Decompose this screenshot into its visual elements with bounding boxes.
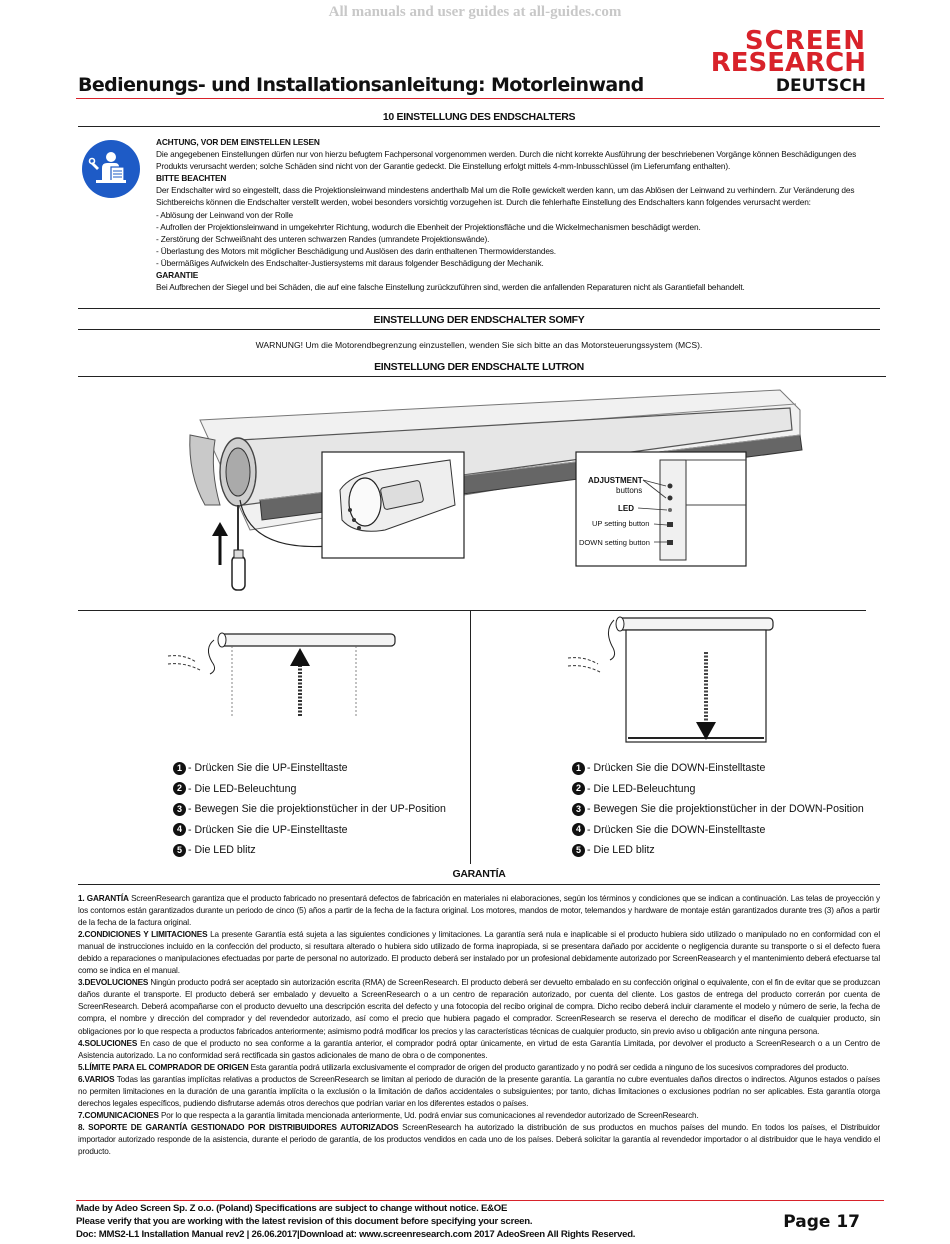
note-heading: BITTE BEACHTEN (156, 173, 227, 184)
brand-logo (710, 26, 866, 78)
list-item (572, 840, 864, 861)
guarantee-body: Por lo que respecta a la garantía limitada mencionada anteriormente, Ud. podrá enviar sus comunicaciones al revendedor autorizado de ScreenResearch. (158, 1110, 699, 1120)
guarantee-paragraph (78, 977, 880, 1037)
guarantee-heading: 1. GARANTÍA (78, 894, 129, 903)
footer-line: Doc: MMS2-L1 Installation Manual rev2 | 26.06.2017|Download at: www.screenresearch.com 2017 AdeoSreen All Rights Reserved. (76, 1229, 636, 1240)
label-adjustment: ADJUSTMENT (588, 476, 643, 485)
step-number: 2 (173, 782, 186, 795)
footer-line: Please verify that you are working with the latest revision of this document before specifying your screen. (76, 1216, 533, 1227)
list-item (572, 779, 864, 800)
step-text: - Die LED-Beleuchtung (188, 782, 297, 795)
warning-text: Die angegebenen Einstellungen dürfen nur von hierzu befugtem Fachpersonal vorgenommen werden. Durch die nicht korrekte Ausführung der beschriebenen Vorgänge können Beschädigungen des Produkts verursacht werden; solche Schäden sind nicht von der Garantie gedeckt. Die Einstellung erfolgt mittels 4-mm-Inbusschlüssel (im Lieferumfang enthalten). (156, 149, 857, 172)
section-divider (78, 329, 880, 330)
note-text: Der Endschalter wird so eingestellt, dass die Projektionsleinwand mindestens anderthalb Mal um die Rolle gewickelt werden kann, um das Ablösen der Leinwand zu verhindern. Zur Veränderung des Sichtbereichs können die Endschalter verstellt werden, wobei besonders vorsichtig vorzugehen ist. Durch die fehlerhafte Einstellung des Endschalters kann folgendes verursacht werden: (156, 185, 855, 208)
panel-separator (470, 610, 471, 864)
section-divider (78, 376, 886, 377)
guarantee-body: Esta garantía podrá utilizarla exclusivamente el comprador de origen del producto garantizado y no podrá ser cedida a ninguno de los sucesivos compradores del producto. (248, 1062, 849, 1072)
language-label: DEUTSCH (775, 76, 866, 96)
section-title-garantia: GARANTÍA (452, 868, 506, 880)
section-title-endschalter: 10 EINSTELLUNG DES ENDSCHALTERS (382, 111, 576, 123)
guarantee-paragraph (78, 1062, 880, 1074)
logo-line2: RESEARCH (710, 48, 866, 78)
technician-manual-icon (82, 140, 140, 198)
step-number: 5 (173, 844, 186, 857)
footer-divider (76, 1200, 884, 1201)
footer-line: Made by Adeo Screen Sp. Z o.o. (Poland) Specifications are subject to change without notice. E&OE (76, 1203, 508, 1214)
guarantee-paragraph (78, 1074, 880, 1110)
guarantee-paragraph (78, 893, 880, 929)
step-text: - Bewegen Sie die projektionstücher in der UP-Position (188, 803, 446, 815)
step-text: - Drücken Sie die UP-Einstelltaste (188, 823, 348, 836)
document-title: Bedienungs- und Installationsanleitung: Motorleinwand (78, 74, 644, 96)
list-item (173, 758, 446, 779)
list-item (572, 820, 864, 841)
guarantee-heading: 8. SOPORTE DE GARANTÍA GESTIONADO POR DISTRIBUIDORES AUTORIZADOS (78, 1122, 399, 1132)
footer-text (76, 1202, 635, 1241)
step-text: - Drücken Sie die DOWN-Einstelltaste (587, 762, 766, 774)
step-text: - Drücken Sie die UP-Einstelltaste (188, 762, 348, 774)
step-number: 5 (572, 844, 585, 857)
guarantee-heading: 6.VARIOS (78, 1074, 115, 1084)
guarantee-body: Ningún producto podrá ser aceptado sin autorización escrita (RMA) de ScreenResearch. El producto deberá ser devuelto embalado en su confección original o equivalente, con el fin de evitar que se produzcan daños durante el transporte. El producto deberá ser embalado y devuelto a ScreenResearch o a un centro de reparación autorizado, por cuenta del cliente. Los gastos de entrega del producto correrán por cuenta de ScreenResearch. Deberá acompañarse con el producto devuelto una descripción escrita del defecto y una fotocopia del recibo original de compra. Dicho recibo deberá incluir claramente el modelo y número de serie, la fecha de compra, el nombre y dirección del comprador y del revendedor autorizado, así como el precio que hubiera pagado el comprador. ScreenResearch se reserva el derecho de modificar el diseño de cualquier producto, sin obligaciones por lo que respecta a productos fabricados anteriormente; asimismo podrá modificar los precios y las características técnicas de cualquier producto, sin previo aviso u obligación ante ninguna persona. (78, 978, 880, 1036)
guarantee-body: En caso de que el producto no sea conforme a la garantía anterior, el comprador podrá optar únicamente, en virtud de esta Garantía Limitada, por devolver el producto a ScreenResearch o a un Centro de Asistencia autorizado. La no conformidad será rectificada sin gastos adicionales de mano de obra o de componentes. (78, 1038, 880, 1060)
guarantee-body: La presente Garantía está sujeta a las siguientes condiciones y limitaciones. La garantía será nula e inaplicable si el producto hubiera sido utilizado o manipulado no en conformidad con el manual de instrucciones incluido en la confección del producto, si resultara alterado o hubiera sido utilizado de forma inapropiada, si se presentara dañado por accidente o negligencia durante su transporte o si el defecto fuera debido a reparaciones o manipulaciones efectuadas por parte de personal no autorizado. El producto deberá ser instalado por un profesional debidamente autorizado por ScreenReasearch y el mantenimiento deberá efectuarse tal como se indica en el manual. (78, 930, 881, 976)
guarantee-heading: GARANTIE (156, 270, 199, 281)
note-bullet: - Übermäßiges Aufwickeln des Endschalter-Justiersystems mit daraus folgender Beschädigung der Mechanik. (156, 257, 544, 268)
list-item (173, 779, 446, 800)
screen-up-diagram (160, 612, 400, 722)
lutron-roller-diagram (160, 380, 810, 600)
guarantee-note: Bei Aufbrechen der Siegel und bei Schäden, die auf eine falsche Einstellung zurückzuführen sind, werden die anfallenden Reparaturen nicht als Garantiefall behandelt. (156, 282, 745, 293)
step-text: - Die LED blitz (587, 844, 655, 856)
guarantee-heading: 2.CONDICIONES Y LIMITACIONES (78, 930, 208, 940)
guarantee-text (78, 893, 880, 1158)
guarantee-heading: 7.COMUNICACIONES (78, 1110, 159, 1120)
panel-divider (78, 610, 866, 611)
screen-down-diagram (560, 612, 780, 752)
section-divider (78, 126, 880, 127)
guarantee-heading: 4.SOLUCIONES (78, 1038, 138, 1048)
step-number: 2 (572, 782, 585, 795)
label-down-button: DOWN setting button (579, 538, 650, 547)
warning-heading: ACHTUNG, VOR DEM EINSTELLEN LESEN (156, 137, 320, 147)
step-number: 4 (572, 823, 585, 836)
list-item (173, 840, 446, 861)
guarantee-body: Todas las garantías implícitas relativas a productos de ScreenResearch se limitan al periodo de duración de la presente garantía. La garantía no cubre eventuales daños directos o indirectos. Algunos estados o países no permiten limitaciones en la duración de una garantía implícita o la exclusión o la limitación de daños accidentales o subsiguientes; por tanto, dichas limitaciones o exclusiones podrían no ser aplicables. Esta garantía otorga derechos legales específicos, pudiendo disfrutarse además otros derechos que podrían variar en los diferentes estados o países. (78, 1074, 880, 1108)
somfy-warning: WARNUNG! Um die Motorendbegrenzung einzustellen, wenden Sie sich bitte an das Motorsteuerungssystem (MCS). (255, 340, 703, 350)
label-up-button: UP setting button (592, 519, 650, 528)
label-buttons: buttons (616, 486, 643, 495)
label-led: LED (618, 504, 634, 513)
step-text: - Drücken Sie die DOWN-Einstelltaste (587, 823, 766, 836)
guarantee-paragraph (78, 1110, 880, 1122)
list-item (173, 799, 446, 820)
note-bullet: - Aufrollen der Projektionsleinwand in umgekehrter Richtung, wodurch die Ebenheit der Projektionsfläche und die Wickelmechanismen beschädigt werden. (156, 221, 701, 232)
section-divider (78, 308, 880, 309)
guarantee-body: ScreenResearch garantiza que el producto fabricado no presentará defectos de fabricación en materiales ni elaboraciones, según los términos y condiciones que se indican a continuación. Las telas de proyección y los contornos están garantizados durante un periodo de cinco (5) años a partir de la fecha de la factura original. Los motores, mandos de motor, telemandos y hardware de montaje están garantizados durante tres (3) años a partir de la fecha de la factura original. (78, 894, 880, 928)
guarantee-heading: 3.DEVOLUCIONES (78, 978, 149, 988)
guarantee-body: ScreenResearch ha autorizado la distribución de sus productos en muchos países del mundo. En todos los países, el Distribuidor importador autorizado responde de la asistencia, durante el periodo de garantía, de los productos vendidos en cada uno de los países. Deberá solicitar la garantía al revendedor importador o al distribuidor que le haya vendido el producto. (78, 1122, 881, 1156)
guarantee-paragraph (78, 1038, 880, 1062)
guarantee-paragraph (78, 1122, 880, 1158)
list-item (173, 820, 446, 841)
step-number: 4 (173, 823, 186, 836)
step-number: 1 (173, 762, 186, 775)
step-number: 3 (173, 803, 186, 816)
list-item (572, 758, 864, 779)
steps-down-list (572, 758, 864, 861)
note-bullet: - Überlastung des Motors mit möglicher Beschädigung und Auslösen des darin enthaltenen Thermowiderstandes. (156, 245, 556, 256)
step-number: 1 (572, 762, 585, 775)
header-divider (76, 98, 884, 99)
note-bullet: - Zerstörung der Schweißnaht des unteren schwarzen Randes (umrandete Projektionswände). (156, 233, 490, 244)
steps-up-list (173, 758, 446, 861)
note-bullet: - Ablösung der Leinwand von der Rolle (156, 209, 293, 220)
list-item (572, 799, 864, 820)
page-number: Page 17 (783, 1212, 860, 1232)
guarantee-paragraph (78, 929, 880, 977)
logo-line1: SCREEN (744, 26, 866, 56)
step-number: 3 (572, 803, 585, 816)
section-title-lutron: EINSTELLUNG DER ENDSCHALTE LUTRON (374, 361, 584, 373)
section-divider (78, 884, 880, 885)
guarantee-heading: 5.LÍMITE PARA EL COMPRADOR DE ORIGEN (78, 1062, 249, 1072)
step-text: - Die LED-Beleuchtung (587, 782, 696, 795)
warning-text-block (156, 136, 880, 293)
step-text: - Bewegen Sie die projektionstücher in der DOWN-Position (587, 803, 864, 815)
watermark: All manuals and user guides at all-guides.com (328, 4, 622, 20)
section-title-somfy: EINSTELLUNG DER ENDSCHALTER SOMFY (373, 314, 585, 326)
step-text: - Die LED blitz (188, 844, 256, 856)
